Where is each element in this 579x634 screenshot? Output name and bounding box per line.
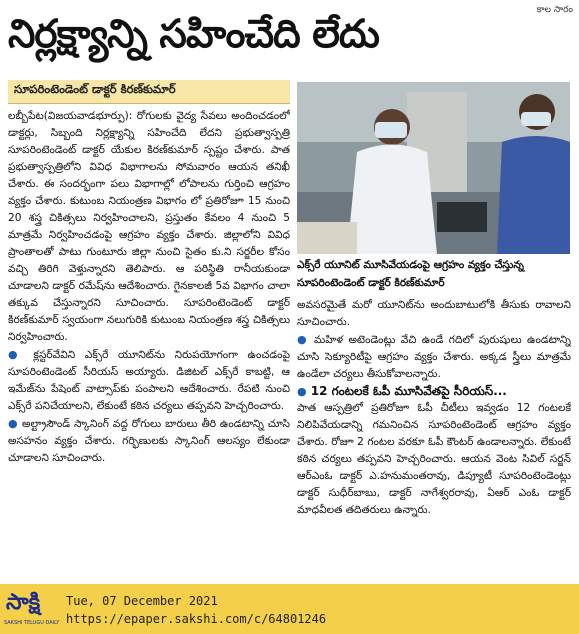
bullet-icon: ● bbox=[297, 333, 309, 346]
paragraph: లబ్బీపేట(విజయవాడభూర్పు): రోగులకు వైద్య సేవలు అందించడంలో డాక్టర్లు, సిబ్బంది నిర్లక్ష్యాన్ని సహించేది లేదని ప్రభుత్వాస్పత్రి సూపరింటెండెంట్ డాక్టర్ యేకుల కిరణ్‌కుమార్ స్పష్టం చేశారు. పాత ప్రభుత్వాస్పత్రిలోని వివిధ విభాగాలను సోమవారం ఆయన తనిఖీ చేశారు. ఈ సందర్భంగా పలు విభాగాల్లో లోపాలను గుర్తించి ఆగ్రహం వ్యక్తం చేశారు. కుటుంబ నియంత్రణ విభాగం లో ప్రతిరోజూ 15 నుంచి 20 శస్త్ర చికిత్సలు నిర్వహించాలని, ప్రస్తుతం కేవలం 4 నుంచి 5 మాత్రమే నిర్వహించడంపై ఆగ్రహం వ్యక్తం చేశారు. జిల్లాలోని వివిధ ప్రాంతాలతో పాటు గుంటూరు జిల్లా నుంచి సైతం కు.ని సర్జరీల కోసం వచ్చి తిరిగి వెళ్తున్నారని తెలిపారు. ఆ పరిస్థితి రానీయకుండా చూడాలని డాక్టర్ రమేష్‌ను ఆదేశించారు. గైనకాలజీ 5వ విభాగం చాలా తక్కువ చేస్తున్నారని సూచించారు. సూపరింటెండెంట్ డాక్టర్ కిరణ్‌కుమార్ స్వయంగా నలుగురికి కుటుంబ నియంత్రణ శస్త్ర చికిత్సలు నిర్వహించారు. bbox=[8, 110, 290, 343]
footer-date: Tue, 07 December 2021 bbox=[66, 594, 218, 608]
sakshi-logo bbox=[4, 590, 60, 630]
right-column bbox=[297, 297, 571, 580]
logo-tagline: SAKSHI TELUGU DAILY bbox=[4, 620, 60, 626]
paragraph: అవసరమైతే మరో యూనిట్‌ను అందుబాటులోకి తీసుకు రావాలని సూచించారు. bbox=[297, 299, 571, 328]
subheadline: సూపరింటెండెంట్ డాక్టర్ కిరణ్‌కుమార్ bbox=[8, 80, 290, 104]
bullet-icon: ● bbox=[8, 348, 24, 361]
left-column bbox=[8, 108, 290, 580]
section-subhead-text: 12 గంటలకే ఓపీ మూసివేతపై సీరియస్... bbox=[310, 384, 507, 398]
footer-url[interactable]: https://epaper.sakshi.com/c/64801246 bbox=[66, 612, 327, 626]
bullet-icon: ● bbox=[8, 417, 19, 430]
paragraph: పాత ఆస్పత్రిలో ప్రతిరోజూ ఓపీ చీటీలు ఇవ్వడం 12 గంటలకే నిలిపివేయడాన్ని గమనించిన సూపరింటెండెంట్ ఆగ్రహం వ్యక్తం చేశారు. రోజూ 2 గంటల వరకూ ఓపీ కౌంటర్ ఉండాలన్నారు. లేకుంటే కఠిన చర్యలు తప్పవని హెచ్చరించారు. ఆయన వెంట సివిల్ సర్జన్ ఆర్ఎంఓ డాక్టర్ ఎ.హనుమంతరావు, డిప్యూటీ సూపరింటెండెంట్లు డాక్టర్ సుధీర్‌బాబు, డాక్టర్ నాగేశ్వరరావు, ఏఆర్ ఎంఓ డాక్టర్ మాధవీలత తదితరులు ఉన్నారు. bbox=[297, 402, 571, 516]
footer bbox=[0, 584, 579, 634]
photo-caption: ఎక్స్‌రే యూనిట్ మూసివేయడంపై ఆగ్రహం వ్యక్తం చేస్తున్న సూపరింటెండెంట్ డాక్టర్ కిరణ్‌కుమార్ bbox=[297, 259, 524, 289]
paragraph-bulleted bbox=[297, 331, 571, 383]
paragraph-text: మహిళ అటెండెంట్లు వేచి ఉండే గదిలో పురుషులు ఉండటాన్ని చూసి సెక్యూరిటీపై ఆగ్రహం వ్యక్తం చేశారు. అక్కడ స్త్రీలు మాత్రమే ఉండేలా చర్యలు తీసుకోవాలన్నారు. bbox=[297, 334, 571, 380]
paragraph-bulleted bbox=[8, 346, 290, 415]
paragraph-bulleted bbox=[8, 415, 290, 467]
headline: నిర్లక్ష్యాన్ని సహించేది లేదు bbox=[8, 12, 379, 57]
paragraph-text: క్లస్టర్‌వేవిని ఎక్స్‌రే యూనిట్‌ను నిరుపయోగంగా ఉంచడంపై సూపరింటెండెంట్ సీరియస్ అయ్యారు. డిజిటల్ ఎక్స్‌రే కాబట్టి, ఆ ఇమేజ్‌ను పేషెంట్ వాట్సాప్‌కు పంపాలని ఆదేశించారు. రేపటి నుంచి ఎక్స్‌రే పనిచేయాలని, లేకుంటే కఠిన చర్యలు తప్పవని హెచ్చరించారు. bbox=[8, 349, 290, 412]
section-subhead bbox=[297, 383, 571, 400]
news-photo bbox=[297, 82, 570, 254]
corner-text: కాల సారం bbox=[536, 5, 573, 15]
paragraph-text: అల్ట్రాసౌండ్ స్కానింగ్ వద్ద రోగులు బారులు తీరి ఉండటాన్ని చూసి అసహనం వ్యక్తం చేశారు. గర్భిణులకు స్కానింగ్ ఆలస్యం లేకుండా చూడాలని సూచించారు. bbox=[8, 418, 290, 464]
logo-text: సాక్షి bbox=[6, 590, 41, 615]
bullet-icon: ● bbox=[297, 385, 307, 398]
